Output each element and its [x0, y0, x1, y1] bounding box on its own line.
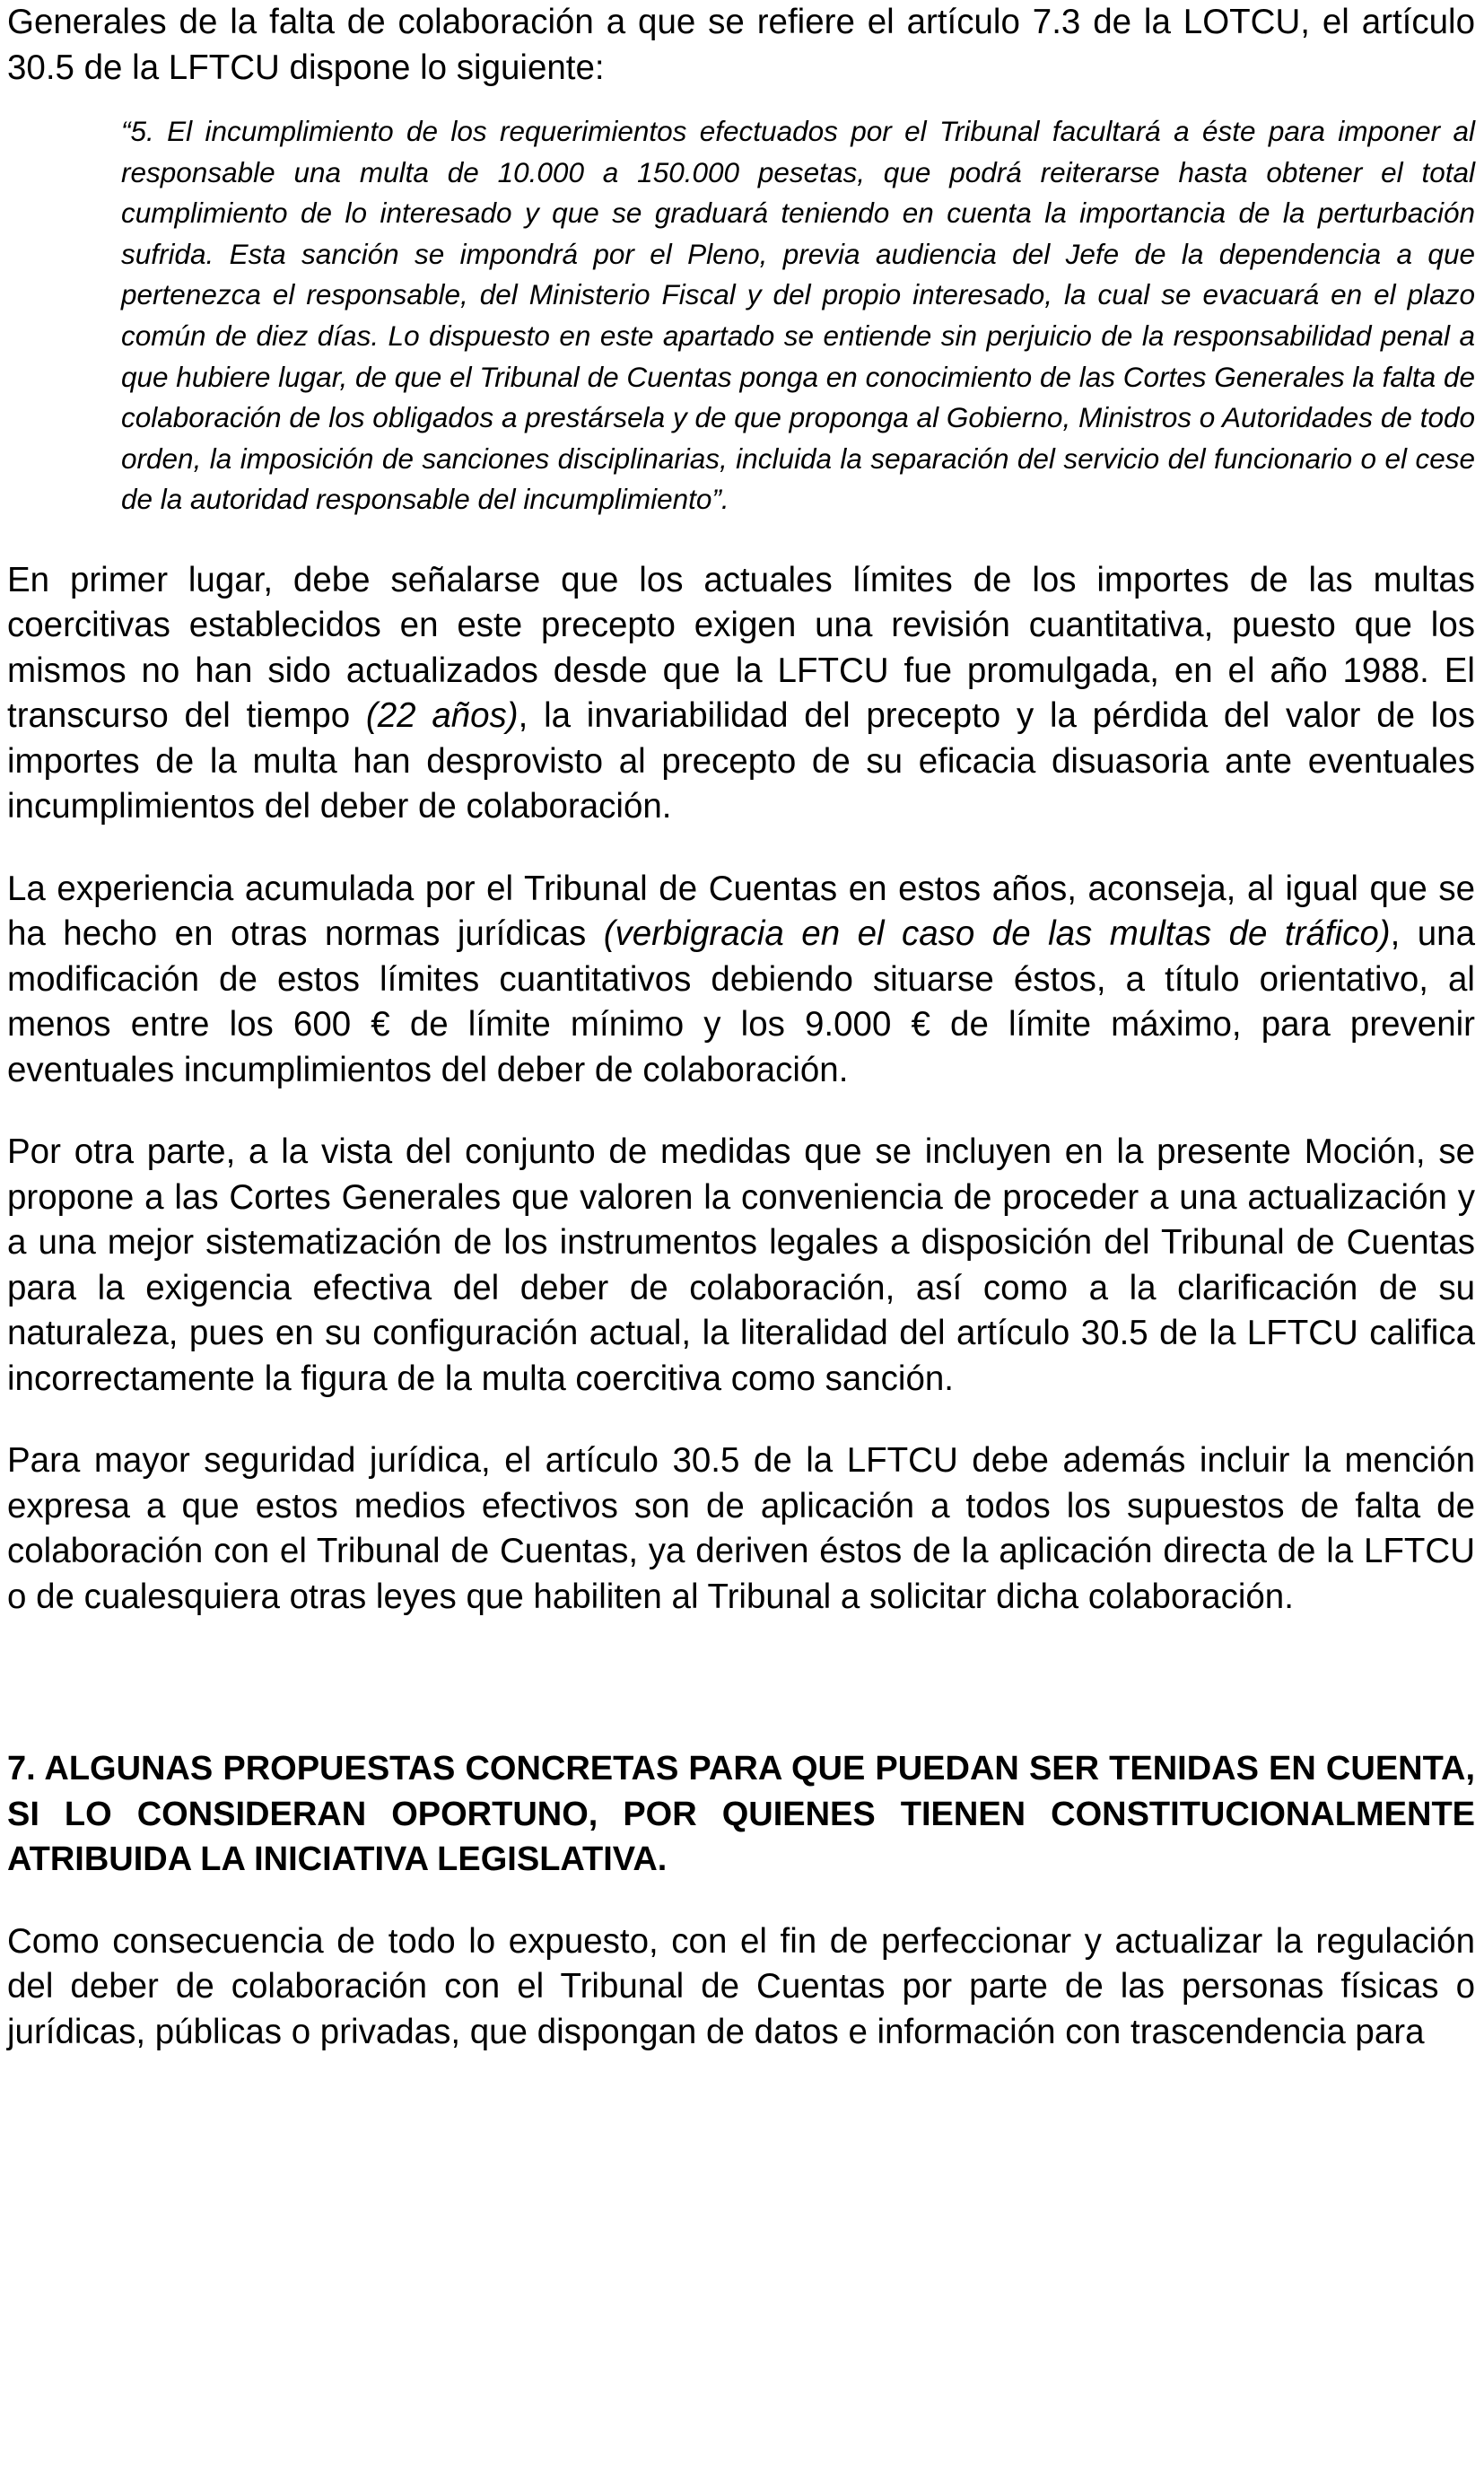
paragraph-limits-italic: (22 años)	[365, 696, 519, 736]
paragraph-limits	[7, 558, 1475, 830]
quoted-article: “5. El incumplimiento de los requerimientos efectuados por el Tribunal facultará a éste para imponer al responsable una multa de 10.000 a 150.000 pesetas, que podrá reiterarse hasta obtener el total cumplimiento de lo interesado y que se graduará teniendo en cuenta la importancia de la perturbación sufrida. Esta sanción se impondrá por el Pleno, previa audiencia del Jefe de la dependencia a que pertenezca el responsable, del Ministerio Fiscal y del propio interesado, la cual se evacuará en el plazo común de diez días. Lo dispuesto en este apartado se entiende sin perjuicio de la responsabilidad penal a que hubiere lugar, de que el Tribunal de Cuentas ponga en conocimiento de las Cortes Generales la falta de colaboración de los obligados a prestársela y de que proponga al Gobierno, Ministros o Autoridades de todo orden, la imposición de sanciones disciplinarias, incluida la separación del servicio del funcionario o el cese de la autoridad responsable del incumplimiento”.	[121, 115, 1475, 516]
paragraph-legal-certainty: Para mayor seguridad jurídica, el artículo 30.5 de la LFTCU debe además incluir la mención expresa a que estos medios efectivos son de aplicación a todos los supuestos de falta de colaboración con el Tribunal de Cuentas, ya deriven éstos de la aplicación directa de la LFTCU o de cualesquiera otras leyes que habiliten al Tribunal a solicitar dicha colaboración.	[7, 1441, 1475, 1616]
paragraph-intro: Generales de la falta de colaboración a que se refiere el artículo 7.3 de la LOTCU, el artículo 30.5 de la LFTCU dispone lo siguiente:	[7, 3, 1475, 87]
section-heading: 7. ALGUNAS PROPUESTAS CONCRETAS PARA QUE PUEDAN SER TENIDAS EN CUENTA, SI LO CONSIDERAN OPORTUNO, POR QUIENES TIENEN CONSTITUCIONALMENTE ATRIBUIDA LA INICIATIVA LEGISLATIVA.	[7, 1750, 1475, 1879]
paragraph-experience	[7, 867, 1475, 1094]
paragraph-proposal: Por otra parte, a la vista del conjunto de medidas que se incluyen en la presente Moción, se propone a las Cortes Generales que valoren la conveniencia de proceder a una actualización y a una mejor sistematización de los instrumentos legales a disposición del Tribunal de Cuentas para la exigencia efectiva del deber de colaboración, así como a la clarificación de su naturaleza, pues en su configuración actual, la literalidad del artículo 30.5 de la LFTCU califica incorrectamente la figura de la multa coercitiva como sanción.	[7, 1132, 1475, 1398]
paragraph-consequence: Como consecuencia de todo lo expuesto, con el fin de perfeccionar y actualizar la regulación del deber de colaboración con el Tribunal de Cuentas por parte de las personas físicas o jurídicas, públicas o privadas, que dispongan de datos e información con trascendencia para	[7, 1921, 1475, 2051]
paragraph-experience-text-a: La experiencia acumulada por el Tribunal de Cuentas en estos años, aconseja, al igual que se ha hecho en otras normas jurídicas	[7, 869, 1475, 954]
paragraph-experience-text-b: , una modificación de estos límites cuantitativos debiendo situarse éstos, a título orientativo, al menos entre los 600 € de límite mínimo y los 9.000 € de límite máximo, para prevenir eventuales incumplimientos del deber de colaboración.	[7, 914, 1475, 1089]
paragraph-experience-italic: (verbigracia en el caso de las multas de tráfico)	[603, 914, 1391, 954]
document-page	[7, 0, 1475, 2055]
paragraph-limits-text-a: En primer lugar, debe señalarse que los actuales límites de los importes de las multas coercitivas establecidos en este precepto exigen una revisión cuantitativa, puesto que los mismos no han sido actualizados desde que la LFTCU fue promulgada, en el año 1988. El transcurso del tiempo	[7, 560, 1475, 736]
paragraph-limits-text-b: , la invariabilidad del precepto y la pérdida del valor de los importes de la multa han desprovisto al precepto de su eficacia disuasoria ante eventuales incumplimientos del deber de colaboración.	[7, 696, 1475, 826]
